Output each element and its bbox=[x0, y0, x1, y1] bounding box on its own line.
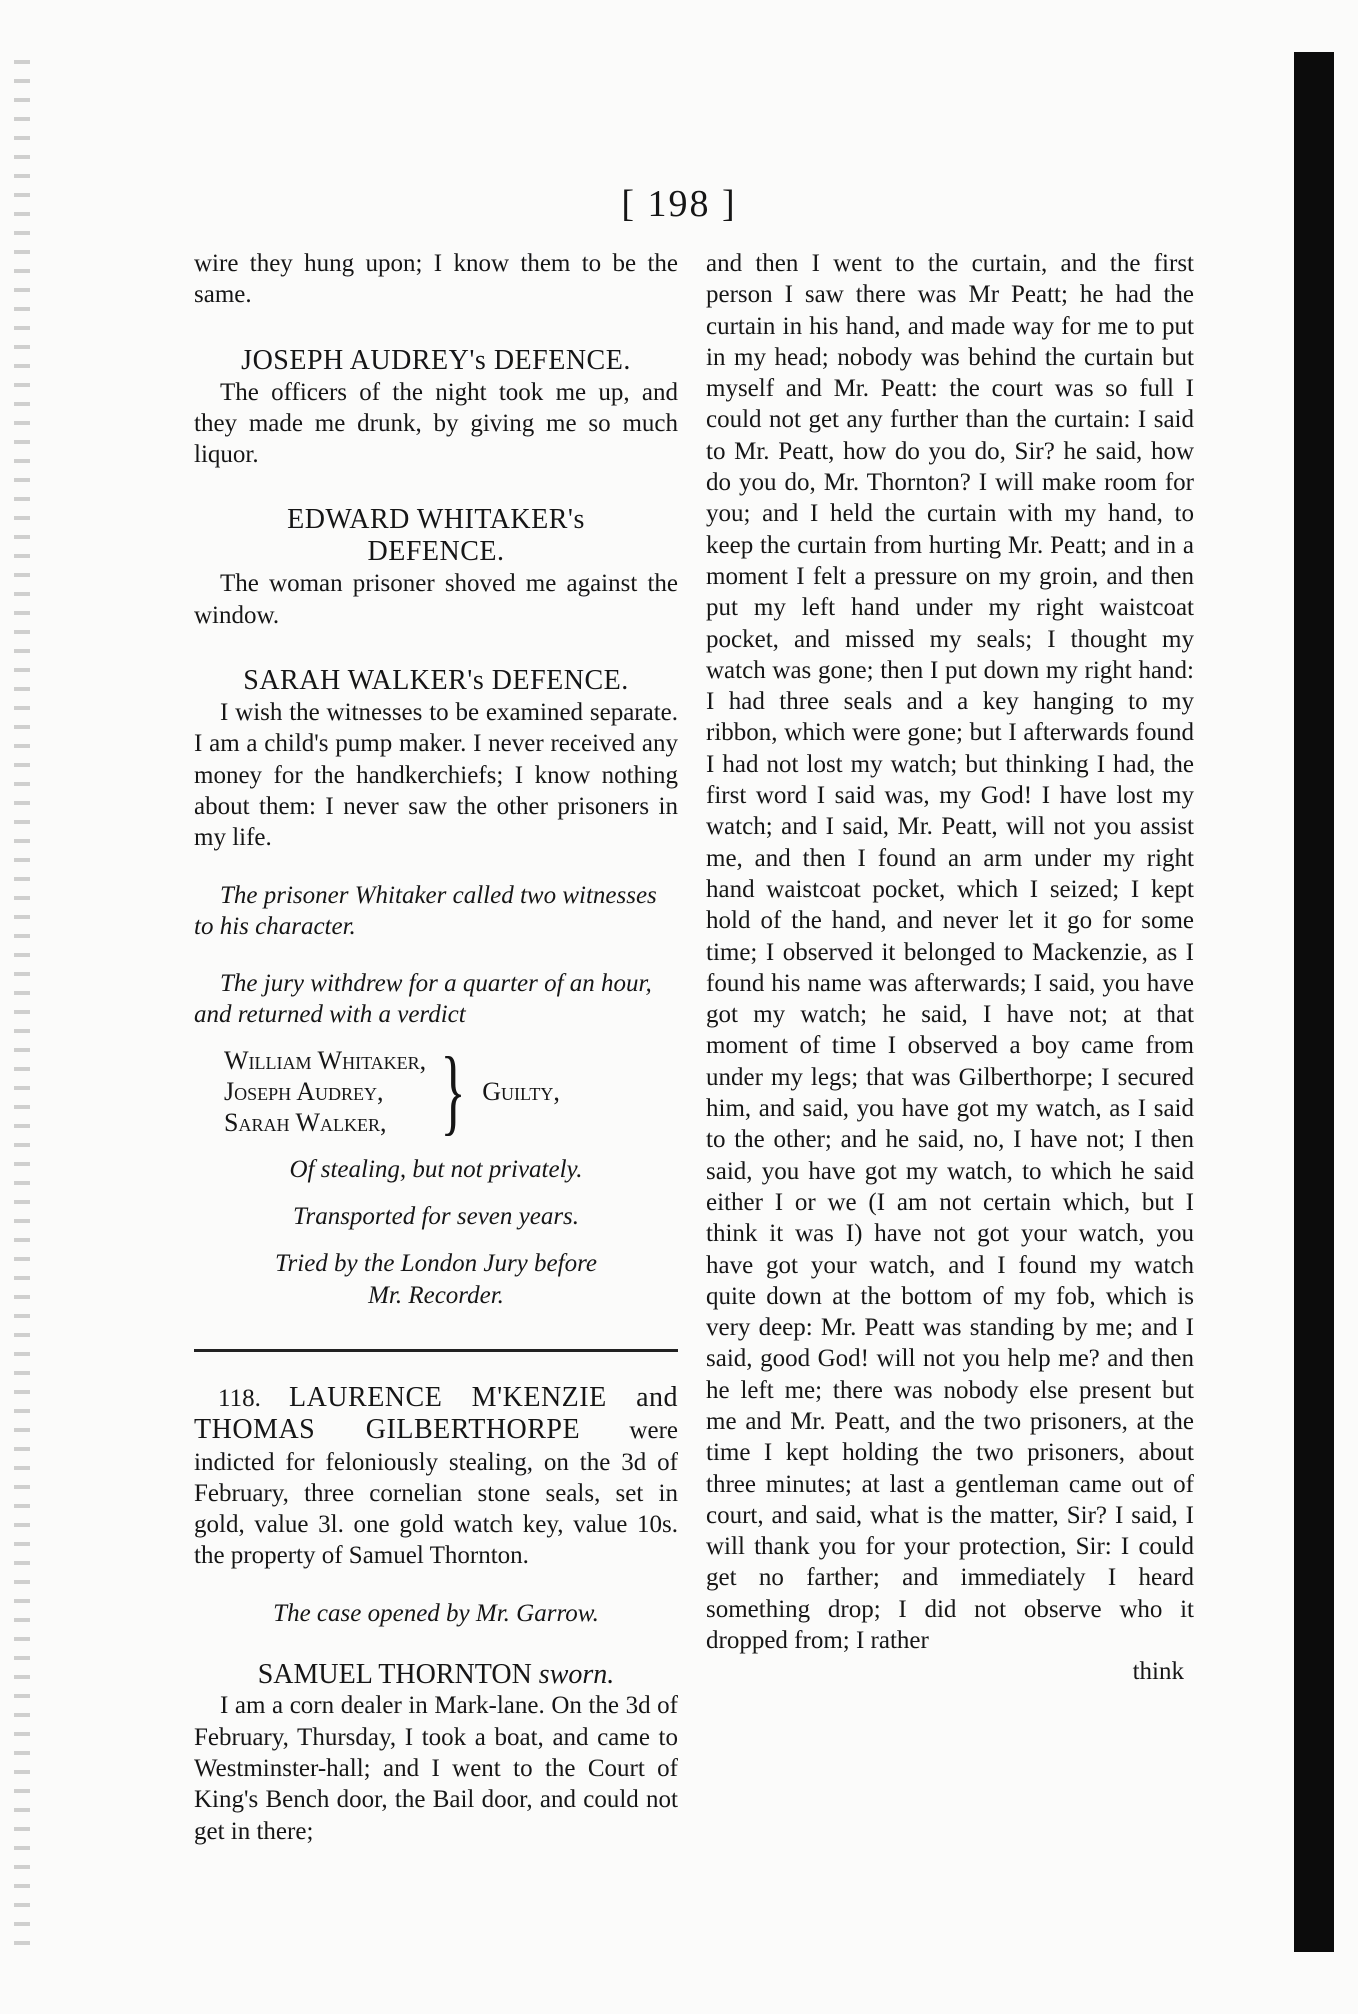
whitaker-defence-heading: EDWARD WHITAKER's DEFENCE. bbox=[287, 504, 585, 568]
sworn-label: sworn. bbox=[538, 1659, 615, 1691]
verdict-name: Sarah Walker, bbox=[224, 1107, 387, 1137]
jury-note: The jury withdrew for a quarter of an hour, and returned with a verdict bbox=[194, 970, 652, 1029]
opening-text: wire they hung upon; I know them to be the same. bbox=[194, 250, 678, 309]
audrey-defence-text: The officers of the night took me up, and they made me drunk, by giving me so much liquor. bbox=[194, 378, 678, 469]
case-defendants: LAURENCE M'KENZIE and THOMAS GILBERTHORPE bbox=[194, 1381, 678, 1446]
case-charge: were indicted for feloniously stealing, on the 3d of February, three cornelian stone seals, set in gold, value 3l. one gold watch key, value 10s. the property of Samuel Thornton. bbox=[194, 1417, 678, 1570]
walker-defence-heading: SARAH WALKER's DEFENCE. bbox=[243, 665, 629, 697]
tried-line: Tried by the London Jury before bbox=[275, 1250, 597, 1278]
audrey-defence-heading: JOSEPH AUDREY's DEFENCE. bbox=[241, 344, 631, 376]
section-rule bbox=[194, 1349, 678, 1352]
page-number: [ 198 ] bbox=[621, 183, 737, 225]
verdict-result: Guilty, bbox=[482, 1076, 560, 1106]
verdict-names bbox=[224, 1045, 426, 1138]
sentence-line: Transported for seven years. bbox=[292, 1203, 580, 1231]
left-column bbox=[194, 248, 678, 1847]
verdict-name: Joseph Audrey, bbox=[224, 1076, 384, 1106]
case-number: 118. bbox=[218, 1384, 261, 1412]
case-opened-note: The case opened by Mr. Garrow. bbox=[273, 1599, 599, 1627]
witness-name: SAMUEL THORNTON bbox=[257, 1659, 532, 1691]
thornton-testimony: I am a corn dealer in Mark-lane. On the 3d of February, Thursday, I took a boat, and came to Westminster-hall; and I went to the Court of King's Bench door, the Bail door, and could not get in there; bbox=[194, 1692, 678, 1845]
scan-bar-right bbox=[1294, 52, 1334, 1952]
case-heading bbox=[194, 1382, 678, 1572]
verdict-block bbox=[194, 1037, 678, 1145]
right-column bbox=[706, 248, 1194, 1688]
testimony-continued: and then I went to the curtain, and the first person I saw there was Mr Peatt; he had the curtain in his hand, and made way for me to put in my head; nobody was behind the curtain but myself and Mr. Peatt: the court was so full I could not get any further than the curtain: I said to Mr. Peatt, how do you do, Sir? he said, how do you do, Mr. Thornton? I will make room for you; and I held the curtain with my hand, to keep the curtain from hurting Mr. Peatt; and in a moment I felt a pressure on my groin, and then put my left hand under my right waistcoat pocket, and missed my seals; I thought my watch was gone; then I put down my right hand: I had three seals and a key hanging to my ribbon, which were gone; but I afterwards found I had not lost my watch; but thinking I had, the first word I said was, my God! I have lost my watch; and I said, Mr. Peatt, will not you assist me, and then I found an arm under my right hand waistcoat pocket, which I seized; I kept hold of the hand, and never let it go for some time; I observed it belonged to Mackenzie, as I found his name was afterwards; I said, you have got my watch; he said, I have not; at that moment of time I observed a boy came from under my legs; that was Gilberthorpe; I secured him, and said, you have got my watch, as I said to the other; and he said, no, I have not; I then said, you have got my watch, to which he said either I or we (I am not certain which, but I think it was I) have not got your watch, you have got your watch, and I found my watch quite down at the bottom of my fob, which is very deep: Mr. Peatt was standing by me; and I said, good God! will not you help me? and then he left me; there was nobody else present but me and Mr. Peatt, and the two prisoners, at the time I kept holding the two prisoners, about three minutes; at last a gentleman came out of court, and said, what is the matter, Sir? I said, I will thank you for your protection, Sir: I could get no farther; and immediately I heard something drop; I did not observe who it dropped from; I rather bbox=[706, 250, 1194, 1655]
whitaker-defence-text: The woman prisoner shoved me against the window. bbox=[194, 570, 678, 629]
scan-edge-left bbox=[14, 60, 30, 1960]
character-note: The prisoner Whitaker called two witnesses to his character. bbox=[194, 881, 657, 940]
verdict-name: William Whitaker, bbox=[224, 1045, 427, 1075]
thornton-heading bbox=[194, 1659, 678, 1690]
walker-defence-text: I wish the witnesses to be examined separate. I am a child's pump maker. I never received any money for the handkerchiefs; I know nothing about them: I never saw the other prisoners in my life. bbox=[194, 699, 678, 852]
offence-line: Of stealing, but not privately. bbox=[289, 1155, 583, 1183]
tried-line-judge: Mr. Recorder. bbox=[368, 1281, 504, 1309]
catchword: think bbox=[1132, 1658, 1184, 1686]
verdict-brace: } bbox=[440, 1037, 466, 1145]
